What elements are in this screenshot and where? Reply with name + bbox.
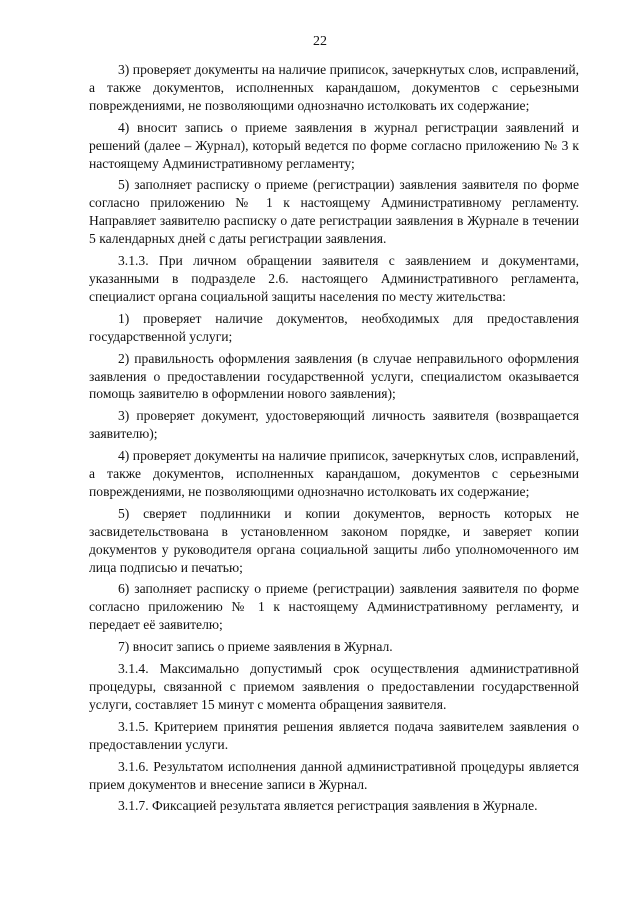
paragraph: 3) проверяет документы на наличие приписок, зачеркнутых слов, исправлений, а также документов, исполненных карандашом, документов с серьезными повреждениями, не позволяющими однозначно истолковать их содержание; [89,62,579,113]
page-number: 22 [313,34,327,49]
paragraph: 3.1.3. При личном обращении заявителя с заявлением и документами, указанными в подразделе 2.6. настоящего Административного регламента, специалист органа социальной защиты населения по месту жительства: [89,253,579,304]
paragraph: 1) проверяет наличие документов, необходимых для предоставления государственной услуги; [89,310,579,344]
paragraph: 3.1.4. Максимально допустимый срок осуществления административной процедуры, связанной с приемом заявления о предоставлении государственной услуги, составляет 15 минут с момента обращения заявителя. [89,661,579,712]
paragraph: 3.1.7. Фиксацией результата является регистрация заявления в Журнале. [118,798,538,814]
paragraph: 3.1.5. Критерием принятия решения является подача заявителем заявления о предоставлении услуги. [89,718,579,752]
paragraph: 6) заполняет расписку о приеме (регистрации) заявления заявителя по форме согласно приложению № 1 к настоящему Административному регламенту, и передает её заявителю; [89,581,579,633]
paragraph: 4) вносит запись о приеме заявления в журнал регистрации заявлений и решений (далее – Журнал), который ведется по форме согласно приложению № 3 к настоящему Административному регламенту; [89,119,579,171]
body-text [89,61,579,819]
paragraph: 2) правильность оформления заявления (в случае неправильного оформления заявления о предоставлении государственной услуги, специалистом оказывается помощь заявителю в оформлении нового заявления); [89,350,579,402]
paragraph: 7) вносит запись о приеме заявления в Журнал. [118,639,393,655]
paragraph: 3) проверяет документ, удостоверяющий личность заявителя (возвращается заявителю); [89,408,579,442]
paragraph: 5) заполняет расписку о приеме (регистрации) заявления заявителя по форме согласно приложению № 1 к настоящему Административному регламенту. Направляет заявителю расписку о дате регистрации заявления в Журнале в течении 5 календарных дней с даты регистрации заявления. [89,177,579,247]
paragraph: 4) проверяет документы на наличие приписок, зачеркнутых слов, исправлений, а также документов, исполненных карандашом, документов с серьезными повреждениями, не позволяющими однозначно истолковать их содержание; [89,448,579,499]
paragraph: 5) сверяет подлинники и копии документов, верность которых не засвидетельствована в установленном законом порядке, и заверяет копии документов у руководителя органа социальной защиты либо уполномоченного им лица подписью и печатью; [89,505,579,575]
paragraph: 3.1.6. Результатом исполнения данной административной процедуры является прием документов и внесение записи в Журнал. [89,758,579,792]
